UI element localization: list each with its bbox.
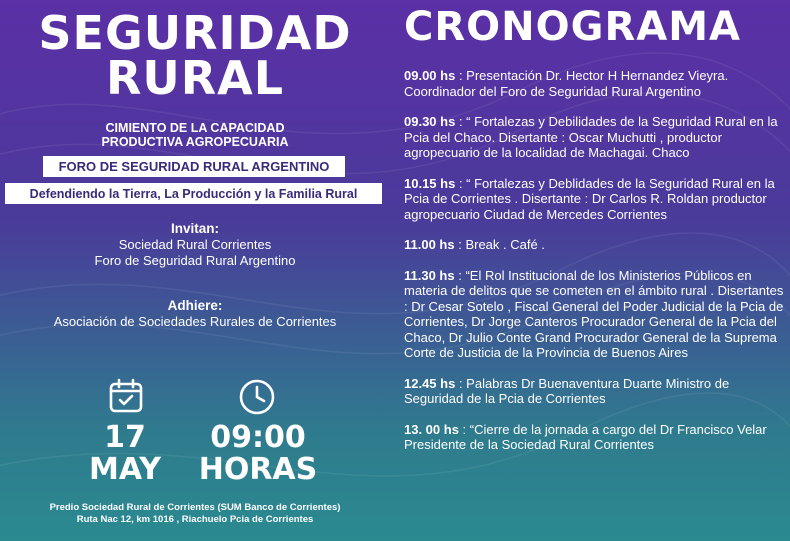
schedule-text: : “El Rol Institucional de los Ministerios Públicos en materia de delitos que se cometen en el ámbito rural . Disertantes : Dr Cesar Sotelo , Fiscal General del Poder Judicial de la Pcia de Corrientes, Dr Jorge Canteros Procurador General de la Pcia del Chaco, Dr Julio Conte Grand Procurador General de la Suprema Corte de Justicia de la Provincia de Buenos Aires — [404, 267, 784, 360]
event-date — [70, 422, 180, 486]
schedule-time: 11.30 hs — [404, 267, 455, 283]
schedule-item — [404, 268, 786, 361]
defend-banner: Defendiendo la Tierra, La Producción y la Familia Rural — [5, 183, 382, 204]
event-info-panel — [0, 0, 390, 541]
schedule-item — [404, 237, 786, 253]
schedule-text: : Presentación Dr. Hector H Hernandez Vieyra. Coordinador del Foro de Seguridad Rural Argentino — [404, 68, 729, 99]
adhiere-block — [0, 298, 390, 330]
date-month: MAY — [89, 452, 161, 487]
time-value: 09:00 — [210, 420, 306, 455]
subtitle-line1: CIMIENTO DE LA CAPACIDAD — [105, 121, 285, 135]
schedule-item — [404, 114, 786, 161]
schedule-text: : Palabras Dr Buenaventura Duarte Ministro de Seguridad de la Pcia de Corrientes — [404, 375, 730, 406]
schedule-text: : “ Fortalezas y Debilidades de la Seguridad Rural en la Pcia del Chaco. Disertante : Oscar Muchutti , productor agropecuario de la localidad de Machagai. Chaco — [404, 114, 778, 160]
schedule-text: : “Cierre de la jornada a cargo del Dr Francisco Velar Presidente de la Sociedad Rural Corrientes — [404, 421, 767, 452]
invitan-block — [0, 221, 390, 269]
schedule-list — [404, 68, 786, 468]
time-label: HORAS — [198, 452, 318, 487]
schedule-text: : Break . Café . — [454, 237, 545, 252]
invitan-heading: Invitan: — [170, 221, 219, 236]
schedule-time: 10.15 hs — [404, 175, 456, 191]
schedule-text: : “ Fortalezas y Deblidades de la Seguridad Rural en la Pcia de Corrientes . Disertante : Dr Carlos R. Roldan productor agropecuario Ciudad de Mercedes Corrientes — [404, 175, 775, 222]
schedule-time: 09.30 hs — [404, 114, 456, 129]
schedule-time: 09.00 hs — [404, 68, 456, 83]
clock-icon — [238, 378, 276, 421]
schedule-title: CRONOGRAMA — [404, 4, 741, 50]
subtitle-line2: PRODUCTIVA AGROPECUARIA — [101, 135, 289, 149]
event-title-line1: SEGURIDAD — [38, 6, 352, 60]
invitan-line: Sociedad Rural Corrientes — [118, 237, 272, 252]
event-title-line2: RURAL — [105, 51, 285, 105]
event-time — [178, 422, 338, 486]
date-day: 17 — [104, 420, 146, 455]
adhiere-line: Asociación de Sociedades Rurales de Corrientes — [53, 314, 337, 329]
schedule-time: 11.00 hs — [404, 237, 455, 252]
schedule-item — [404, 176, 786, 223]
schedule-item — [404, 422, 786, 453]
venue-line1: Predio Sociedad Rural de Corrientes (SUM Banco de Corrientes) — [49, 502, 341, 513]
schedule-item — [404, 376, 786, 407]
foro-banner: FORO DE SEGURIDAD RURAL ARGENTINO — [43, 156, 345, 177]
schedule-item — [404, 68, 786, 99]
schedule-time: 12.45 hs — [404, 375, 456, 391]
venue-line2: Ruta Nac 12, km 1016 , Riachuelo Pcia de Corrientes — [76, 514, 314, 525]
calendar-check-icon — [108, 378, 144, 419]
adhiere-heading: Adhiere: — [167, 298, 223, 313]
invitan-line: Foro de Seguridad Rural Argentino — [94, 253, 296, 268]
schedule-time: 13. 00 hs — [404, 421, 459, 437]
